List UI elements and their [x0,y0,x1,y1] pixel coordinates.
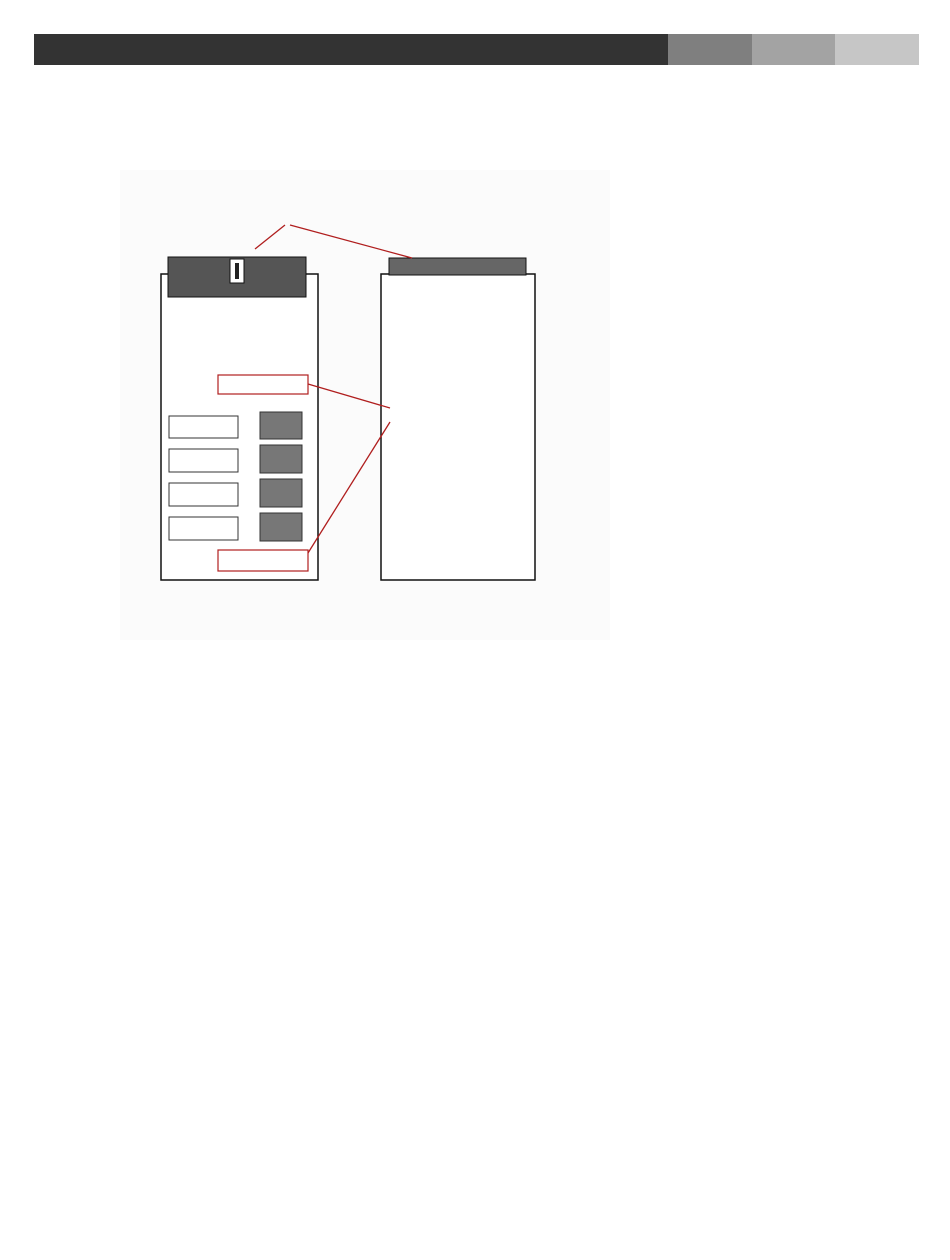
header-bar-segment-mid [668,34,752,65]
header-bar-segment-light [752,34,835,65]
relay-chip-4 [260,513,302,541]
connector-key-notch [235,263,239,279]
dvr-header-bottom [218,550,308,571]
header-bar-segment-dark [34,34,668,65]
relay-block-1 [169,416,238,438]
footer-page-marker [841,1230,858,1250]
relay-chip-2 [260,445,302,473]
header-bar [34,34,919,65]
dvr-header-top [218,375,308,394]
footer-bar [38,1230,806,1250]
relay-block-2 [169,449,238,472]
relay-block-3 [169,483,238,506]
io-board-diagram-svg [120,170,610,640]
board-outside-view [381,274,535,580]
relay-chip-1 [260,412,302,439]
header-bar-segment-lightest [835,34,919,65]
io-board-diagram [120,170,610,640]
relay-chip-3 [260,479,302,507]
relay-block-4 [169,517,238,540]
io-connector-outside [389,258,526,275]
